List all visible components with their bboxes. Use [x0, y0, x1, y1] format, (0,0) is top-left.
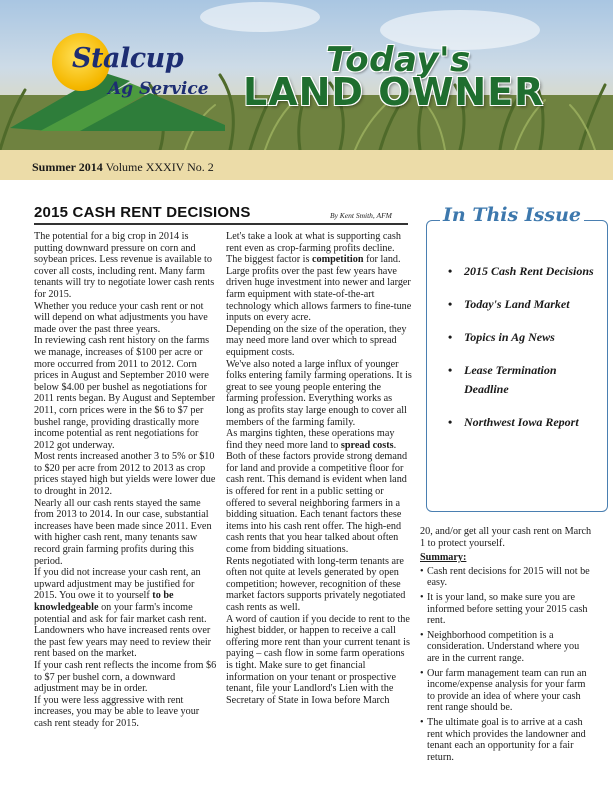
- text-run: on your farm's income potential and ask for fair market cash rent.: [34, 602, 207, 625]
- paragraph: If your cash rent reflects the income from $6 to $7 per bushel corn, a downward adjustment may be in order.: [34, 659, 217, 695]
- text-run: .: [393, 439, 397, 451]
- paragraph: We've also noted a large influx of younger folks entering family farming operations. It is great to see young people entering the farming profession. Everything works as long as profits stay large enough to cover all members of the farming family.: [226, 358, 412, 428]
- masthead-title-top: Today's: [326, 40, 471, 80]
- paragraph: [34, 567, 218, 625]
- summary-list: [420, 566, 592, 764]
- paragraph: Whether you reduce your cash rent or not will depend on what adjustments you have made over the past three years.: [34, 300, 208, 335]
- summary-item: • Our farm management team can run an income/expense analysis for your farm to provide an idea of where your cash rent range should be.: [420, 668, 592, 714]
- sidebar-item-northwest-iowa[interactable]: • Northwest Iowa Report: [448, 413, 598, 432]
- sidebar-item-cash-rent[interactable]: • 2015 Cash Rent Decisions: [448, 262, 598, 281]
- paragraph: In reviewing cash rent history on the farms we manage, increases of $100 per acre or more occurred from 2011 to 2012. Corn prices in August and September 2010 were below $4.00 per bushel as negotiations for 2011 rents began. By August and September 2011, corn prices were in the $6 to $7 per bushel range, providing drastically more income potential as rent negotiations for 2012 got underway.: [34, 335, 215, 451]
- paragraph: Nearly all our cash rents stayed the same from 2013 to 2014. In our case, substantial increases have been made since 2011. Even with higher cash rent, many tenants saw record grain farming profits during this period.: [34, 497, 212, 567]
- headline-rule: [34, 223, 408, 225]
- text-run: If you did not increase your cash rent, an upward adjustment may be justified for 2015. You owe it to yourself: [34, 567, 201, 602]
- summary-item: • The ultimate goal is to arrive at a cash rent which provides the landowner and tenant each an opportunity for a fair return.: [420, 717, 592, 763]
- summary-heading: Summary:: [420, 552, 467, 564]
- summary-item: • Neighborhood competition is a consideration. Understand where you are in the current range.: [420, 630, 592, 665]
- paragraph: [226, 231, 412, 324]
- summary-item: • It is your land, so make sure you are informed before setting your 2015 cash rent.: [420, 592, 592, 627]
- sidebar-item-lease-termination[interactable]: • Lease Termination Deadline: [448, 361, 598, 399]
- paragraph: 20, and/or get all your cash rent on March 1 to protect yourself.: [420, 526, 592, 549]
- article-column-1: [34, 231, 218, 730]
- paragraph: A word of caution if you decide to rent to the highest bidder, or happen to receive a call offering more rent than your current tenant is paying – cash flow in some farm operations is tight. Make sure to get financial information on your tenant or prospective tenant, file your Landlord's Lien with the Secretary of State in Iowa before March: [226, 613, 410, 706]
- issue-info: [32, 160, 214, 175]
- sidebar-item-land-market[interactable]: • Today's Land Market: [448, 295, 598, 314]
- logo-subname: Ag Service: [108, 79, 209, 99]
- paragraph: Depending on the size of the operation, they may need more land over which to spread equipment costs.: [226, 323, 407, 358]
- stalcup-logo: [10, 25, 225, 135]
- text-run: As margins tighten, these operations may find they need more land to: [226, 428, 395, 451]
- bold-text: to be knowledgeable: [34, 590, 174, 613]
- paragraph: Most rents increased another 3 to 5% or $10 to $20 per acre from 2012 to 2013 as crop prices stayed high but yields were lower due to drought in 2012.: [34, 451, 216, 498]
- bold-text: spread costs: [340, 439, 394, 451]
- masthead-title-main: LAND OWNER: [243, 70, 545, 114]
- sidebar-list: [448, 262, 598, 446]
- logo-name: Stalcup: [72, 43, 184, 74]
- paragraph: Rents negotiated with long-term tenants are often not quite at levels generated by open competition; however, recognition of these market factors supports privately negotiated cash rents as well.: [226, 555, 406, 613]
- paragraph: If you were less aggressive with rent increases, you may be able to leave your cash rent steady for 2015.: [34, 694, 200, 729]
- paragraph: [226, 428, 412, 451]
- issue-volume: Volume XXXIV No. 2: [105, 160, 214, 174]
- paragraph: The potential for a big crop in 2014 is putting downward pressure on corn and soybean prices. Less revenue is available to cover all costs, including rent. Many farm tenants will try to negotiate lower cash rents for 2015.: [34, 231, 215, 300]
- article-column-3: [420, 526, 592, 766]
- sidebar-item-ag-news[interactable]: • Topics in Ag News: [448, 328, 598, 347]
- article-byline: By Kent Smith, AFM: [330, 211, 392, 220]
- issue-season: Summer 2014: [32, 160, 103, 174]
- article-headline: 2015 CASH RENT DECISIONS: [34, 204, 251, 221]
- article-column-2: [226, 231, 412, 706]
- sidebar-title: In This Issue: [440, 204, 584, 226]
- masthead-banner: [0, 0, 613, 150]
- issue-strip: [0, 150, 613, 180]
- paragraph: Landowners who have increased rents over the past few years may need to review their rent based on the market.: [34, 625, 212, 660]
- text-run: for land. Large profits over the past few years have driven huge investment into newer and larger farm equipment with state-of-the-art technology which allows farmers to fine-tune inputs on every acre.: [226, 254, 412, 324]
- bold-text: competition: [312, 254, 364, 266]
- summary-item: • Cash rent decisions for 2015 will not be easy.: [420, 566, 592, 589]
- text-run: Let's take a look at what is supporting cash rent even as crop-farming profits decline. The biggest factor is: [226, 231, 401, 266]
- paragraph: Both of these factors provide strong demand for land and provide a competitive floor for cash rent. This demand is evident when land is offered for rent in a public setting or offered to several neighboring farmers in a bidding situation. Each tenant factors these items into his cash rent offer. The high-end cash rents that you hear talked about often come from bidding situations.: [226, 451, 408, 556]
